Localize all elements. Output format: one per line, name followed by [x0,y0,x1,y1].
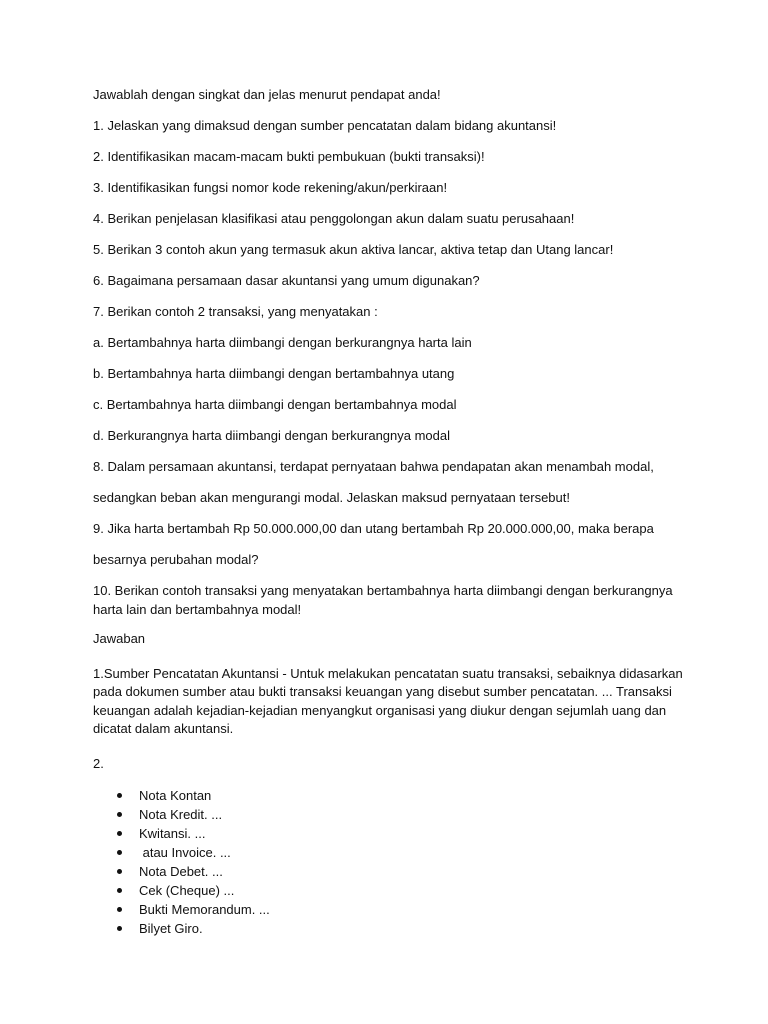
question-3: 3. Identifikasikan fungsi nomor kode rekening/akun/perkiraan! [93,180,448,195]
question-1: 1. Jelaskan yang dimaksud dengan sumber pencatatan dalam bidang akuntansi! [93,118,557,133]
list-item-text: Bukti Memorandum. ... [139,901,270,917]
list-item-text: Cek (Cheque) ... [139,882,235,898]
bullet-icon [117,888,122,893]
list-item [93,881,693,900]
list-item [93,805,693,824]
list-item [93,824,693,843]
question-8-line-1: 8. Dalam persamaan akuntansi, terdapat pernyataan bahwa pendapatan akan menambah modal, [93,459,654,474]
question-2: 2. Identifikasikan macam-macam bukti pembukuan (bukti transaksi)! [93,149,485,164]
document-body [93,86,693,938]
answer-2-label: 2. [93,755,104,771]
question-9-line-2: besarnya perubahan modal? [93,552,259,567]
list-item [93,919,693,938]
bullet-icon [117,793,122,798]
list-item-text: Nota Debet. ... [139,863,223,879]
bullet-icon [117,831,122,836]
list-item [93,900,693,919]
question-7b: b. Bertambahnya harta diimbangi dengan bertambahnya utang [93,366,455,381]
question-5: 5. Berikan 3 contoh akun yang termasuk akun aktiva lancar, aktiva tetap dan Utang lancar! [93,242,614,257]
question-7d: d. Berkurangnya harta diimbangi dengan berkurangnya modal [93,428,451,443]
instruction-text: Jawablah dengan singkat dan jelas menurut pendapat anda! [93,87,441,102]
list-item [93,786,693,805]
list-item-text: Nota Kredit. ... [139,806,223,822]
question-7a: a. Bertambahnya harta diimbangi dengan berkurangnya harta lain [93,335,472,350]
question-6: 6. Bagaimana persamaan dasar akuntansi yang umum digunakan? [93,273,480,288]
bullet-icon [117,869,122,874]
bullet-icon [117,850,122,855]
answer-1: 1.Sumber Pencatatan Akuntansi - Untuk melakukan pencatatan suatu transaksi, sebaiknya didasarkan pada dokumen sumber atau bukti transaksi keuangan yang disebut sumber pencatatan. ... Transaksi keuangan adalah kejadian-kejadian menyangkut organisasi yang diukur dengan sejumlah uang dan dicatat dalam akuntansi. [93,665,683,736]
question-7: 7. Berikan contoh 2 transaksi, yang menyatakan : [93,304,378,319]
question-4: 4. Berikan penjelasan klasifikasi atau penggolongan akun dalam suatu perusahaan! [93,211,575,226]
list-item [93,862,693,881]
list-item-text: Kwitansi. ... [139,825,206,841]
bullet-icon [117,812,122,817]
question-8-line-2: sedangkan beban akan mengurangi modal. Jelaskan maksud pernyataan tersebut! [93,490,570,505]
list-item-text: atau Invoice. ... [139,844,231,860]
question-9-line-1: 9. Jika harta bertambah Rp 50.000.000,00 dan utang bertambah Rp 20.000.000,00, maka berapa [93,521,654,536]
bullet-icon [117,907,122,912]
list-item [93,843,693,862]
answer-2-list [93,786,693,938]
list-item-text: Bilyet Giro. [139,920,203,936]
list-item-text: Nota Kontan [139,787,212,803]
question-10: 10. Berikan contoh transaksi yang menyatakan bertambahnya harta diimbangi dengan berkurangnya harta lain dan bertambahnya modal! [93,583,673,617]
bullet-icon [117,926,122,931]
answer-heading: Jawaban [93,631,146,646]
question-7c: c. Bertambahnya harta diimbangi dengan bertambahnya modal [93,397,457,412]
